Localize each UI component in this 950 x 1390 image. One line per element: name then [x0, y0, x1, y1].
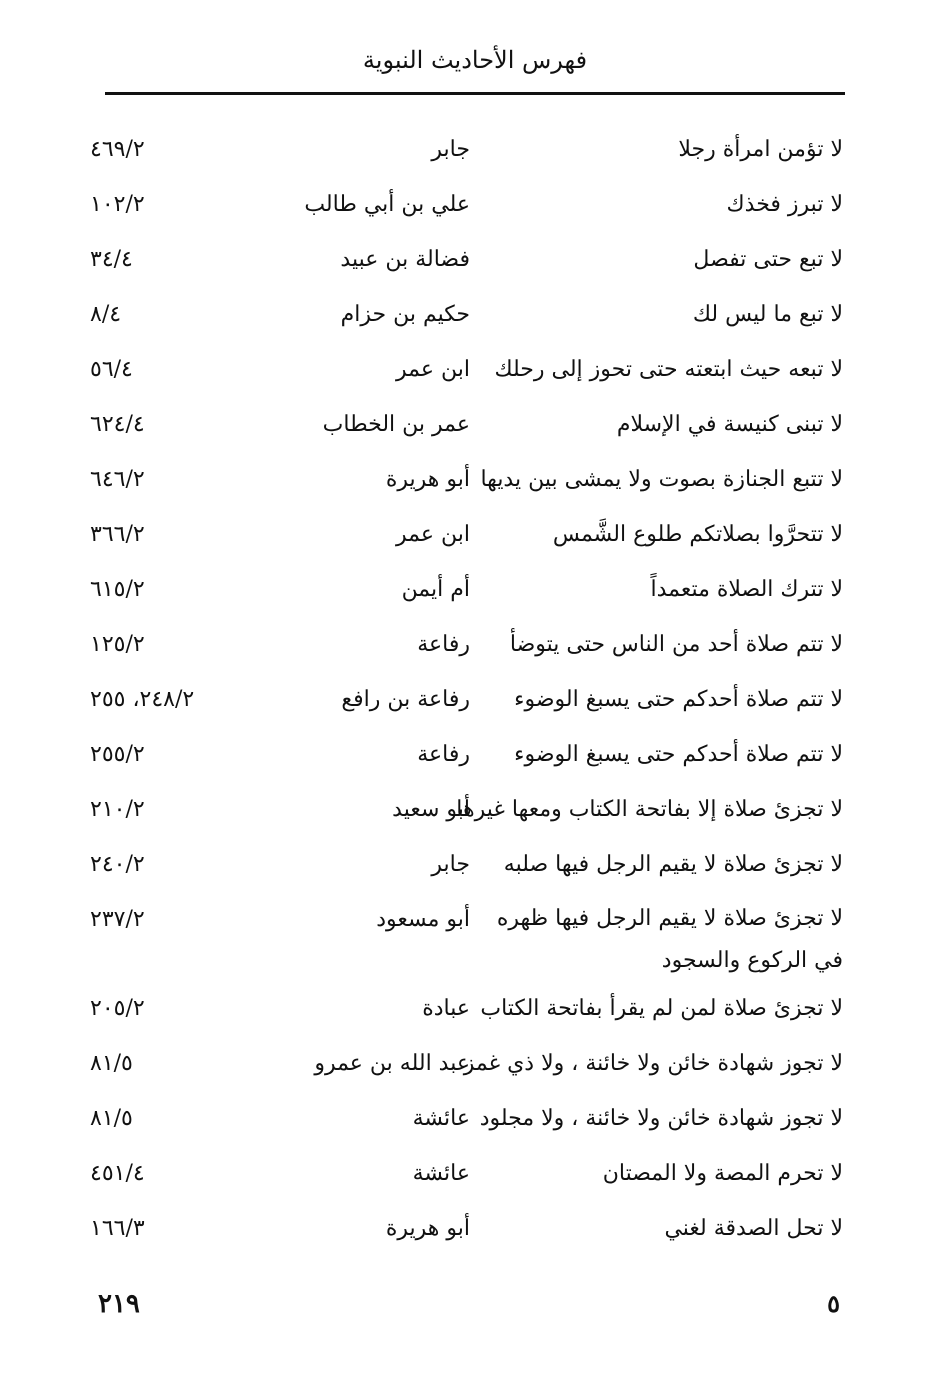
index-entry	[0, 1152, 950, 1207]
hadith-text: لا تتم صلاة أحد من الناس حتى يتوضأ	[509, 632, 843, 657]
page-reference: ١٦٦/٣	[90, 1216, 145, 1241]
page-reference: ٨١/٥	[90, 1051, 133, 1076]
hadith-text: لا تتحرَّوا بصلاتكم طلوع الشَّمس	[552, 522, 843, 547]
hadith-text: لا تحل الصدقة لغني	[664, 1216, 843, 1241]
hadith-text: لا تؤمن امرأة رجلا	[678, 137, 843, 162]
index-entry	[0, 513, 950, 568]
index-entry	[0, 568, 950, 623]
index-entry	[0, 898, 950, 987]
index-entry	[0, 1042, 950, 1097]
page-reference: ٢٠٥/٢	[90, 996, 145, 1021]
hadith-text: لا تجوز شهادة خائن ولا خائنة ، ولا مجلود	[479, 1106, 843, 1131]
index-entry	[0, 348, 950, 403]
page-reference: ٢١٠/٢	[90, 797, 145, 822]
page-title: فهرس الأحاديث النبوية	[362, 46, 588, 74]
narrator-name: علي بن أبي طالب	[304, 192, 470, 217]
page-reference: ٤٥١/٤	[90, 1161, 145, 1186]
index-entry	[0, 623, 950, 678]
hadith-text: لا تبع ما ليس لك	[692, 302, 843, 327]
narrator-name: عبادة	[422, 996, 470, 1021]
hadith-text: لا تجزئ صلاة إلا بفاتحة الكتاب ومعها غيرها	[456, 797, 843, 822]
hadith-text: لا تترك الصلاة متعمداً	[650, 577, 843, 602]
page-reference: ٣٦٦/٢	[90, 522, 145, 547]
index-entry	[0, 1207, 950, 1262]
hadith-text: لا تجزئ صلاة لا يقيم الرجل فيها صلبه	[503, 852, 843, 877]
page-reference: ٢٥٥/٢	[90, 742, 145, 767]
page-reference: ٦١٥/٢	[90, 577, 145, 602]
narrator-name: أبو سعيد	[392, 797, 470, 822]
index-entry	[0, 183, 950, 238]
index-entry	[0, 1097, 950, 1152]
page-reference: ٤٦٩/٢	[90, 137, 145, 162]
hadith-text: لا تتبع الجنازة بصوت ولا يمشى بين يديها	[480, 467, 843, 492]
narrator-name: حكيم بن حزام	[340, 302, 470, 327]
narrator-name: رفاعة	[417, 632, 470, 657]
page-reference: ٦٢٤/٤	[90, 412, 145, 437]
narrator-name: ابن عمر	[396, 357, 470, 382]
page-number: ٢١٩	[98, 1289, 140, 1319]
index-entry	[0, 788, 950, 843]
index-entry	[0, 458, 950, 513]
page-reference: ٨١/٥	[90, 1106, 133, 1131]
hadith-text: لا تتم صلاة أحدكم حتى يسبغ الوضوء	[514, 687, 843, 712]
page-reference: ٥٦/٤	[90, 357, 133, 382]
narrator-name: عمر بن الخطاب	[322, 412, 470, 437]
page-reference: ٢٤٨/٢، ٢٥٥	[90, 687, 195, 712]
index-entry	[0, 987, 950, 1042]
narrator-name: جابر	[431, 137, 470, 162]
header-divider	[105, 92, 845, 95]
page-reference: ٦٤٦/٢	[90, 467, 145, 492]
narrator-name: أم أيمن	[401, 577, 470, 602]
hadith-text: لا تجزئ صلاة لمن لم يقرأ بفاتحة الكتاب	[480, 996, 843, 1021]
narrator-name: عبد الله بن عمرو	[314, 1051, 470, 1076]
page-reference: ٢٣٧/٢	[90, 907, 145, 932]
narrator-name: رفاعة	[417, 742, 470, 767]
narrator-name: أبو هريرة	[385, 1216, 470, 1241]
index-entry	[0, 128, 950, 183]
narrator-name: رفاعة بن رافع	[341, 687, 470, 712]
hadith-text: لا تتم صلاة أحدكم حتى يسبغ الوضوء	[514, 742, 843, 767]
narrator-name: فضالة بن عبيد	[340, 247, 470, 272]
narrator-name: عائشة	[412, 1106, 470, 1131]
page-reference: ٣٤/٤	[90, 247, 133, 272]
index-entry	[0, 733, 950, 788]
page-reference: ١٠٢/٢	[90, 192, 145, 217]
hadith-text: لا تجوز شهادة خائن ولا خائنة ، ولا ذي غمز	[463, 1051, 843, 1076]
narrator-name: جابر	[431, 852, 470, 877]
page-reference: ٢٤٠/٢	[90, 852, 145, 877]
hadith-text: لا تبع حتى تفصل	[693, 247, 843, 272]
narrator-name: ابن عمر	[396, 522, 470, 547]
page-reference: ١٢٥/٢	[90, 632, 145, 657]
narrator-name: أبو هريرة	[385, 467, 470, 492]
hadith-text: لا تبرز فخذك	[726, 192, 843, 217]
hadith-text: لا تبعه حيث ابتعته حتى تحوز إلى رحلك	[494, 357, 843, 382]
narrator-name: أبو مسعود	[376, 907, 470, 932]
signature-mark: ٥	[827, 1289, 840, 1318]
hadith-text: لا تحرم المصة ولا المصتان	[602, 1161, 843, 1186]
page-reference: ٨/٤	[90, 302, 122, 327]
index-entry	[0, 403, 950, 458]
narrator-name: عائشة	[412, 1161, 470, 1186]
hadith-text: لا تجزئ صلاة لا يقيم الرجل فيها ظهره في الركوع والسجود	[496, 906, 843, 973]
hadith-index-list	[0, 128, 950, 1262]
index-entry	[0, 238, 950, 293]
index-entry	[0, 678, 950, 733]
hadith-text: لا تبنى كنيسة في الإسلام	[616, 412, 843, 437]
index-entry	[0, 293, 950, 348]
index-entry	[0, 843, 950, 898]
